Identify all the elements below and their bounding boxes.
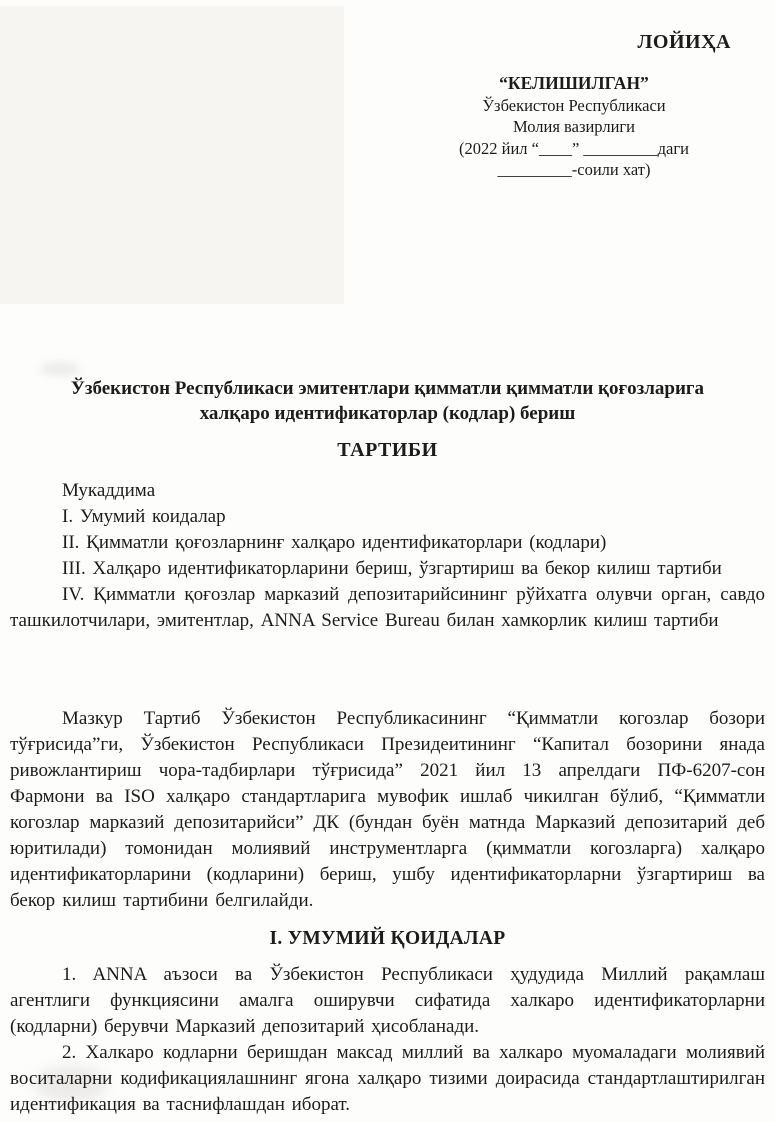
toc-item-4: IV. Қимматли қоғозлар марказий депозитарийсининг рўйхатга олувчи орган, савдо ташкилотчилари, эмитентлар, ANNA Service Bureau билан хамкорлик килиш тартиби	[10, 584, 765, 631]
preamble	[10, 706, 765, 914]
document-title	[10, 376, 765, 426]
clause-paragraph-2: 2. Халкаро кодларни беришдан максад миллий ва халкаро муомаладаги молиявий воситаларни кодификациялашнинг ягона халқаро тизими доирасида стандартлаштирилган идентификация ва таснифлашдан иборат.	[10, 1042, 765, 1115]
approval-org-line1: Ўзбекистон Республикаси	[482, 95, 666, 115]
preamble-paragraph: Мазкур Тартиб Ўзбекистон Республикасининг “Қимматли когозлар бозори тўғрисида”ги, Ўзбекистон Республикаси Президеитининг “Капитал бозорини янада ривожлантириш чора-тадбирлари тўғрисида” 2021 йил 13 апрелдаги ПФ-6207-сон Фармони ва ISO халқаро стандартларига мувофик ишлаб чикилган бўлиб, “Қимматли когозлар марказий депозитарийси” ДК (бундан буён матнда Марказий депозитарий деб юритилади) томонидан молиявий инструментларга (қимматли когозларга) халқаро идентификаторларини (кодларини) бериш, ушбу идентификаторларни ўзгартириш ва бекор килиш тартибини белгилайди.	[10, 708, 765, 911]
scan-shade-artifact	[0, 6, 344, 304]
scan-smudge-artifact	[40, 362, 80, 376]
document-title-line1: Ўзбекистон Республикаси эмитентлари қимматли қимматли қоғозларига	[70, 378, 705, 399]
clause-paragraph-1: 1. ANNA аъзоси ва Ўзбекистон Республикаси ҳудудида Миллий рақамлаш агентлиги функциясини амалга оширувчи сифатида халкаро идентификаторларни (кодларни) берувчи Марказий депозитарий ҳисобланади.	[10, 964, 765, 1037]
toc-item-2: II. Қимматли қоғозларнинғ халқаро идентификаторлари (кодлари)	[62, 532, 607, 553]
toc-intro: Мукаддима	[62, 480, 156, 501]
toc-item-1: I. Умумий коидалар	[62, 506, 226, 527]
approval-block	[390, 73, 758, 181]
section-i-clauses	[10, 962, 765, 1118]
approval-number-line: _________-соили хат)	[497, 160, 651, 179]
approval-agreed-label: “КЕЛИШИЛГАН”	[499, 73, 649, 93]
draft-label: ЛОЙИҲА	[637, 31, 731, 53]
approval-date-line: (2022 йил “____” _________даги	[459, 138, 689, 158]
table-of-contents	[10, 478, 765, 634]
document-subtitle: ТАРТИБИ	[337, 439, 438, 461]
toc-item-3: III. Халқаро идентификаторларини бериш, ўзгартириш ва бекор килиш тартиби	[62, 558, 722, 579]
approval-org-line2: Молия вазирлиги	[512, 117, 635, 136]
section-i-heading: I. УМУМИЙ ҚОИДАЛАР	[269, 928, 506, 949]
document-title-line2: халқаро идентификаторлар (кодлар) бериш	[199, 403, 576, 424]
